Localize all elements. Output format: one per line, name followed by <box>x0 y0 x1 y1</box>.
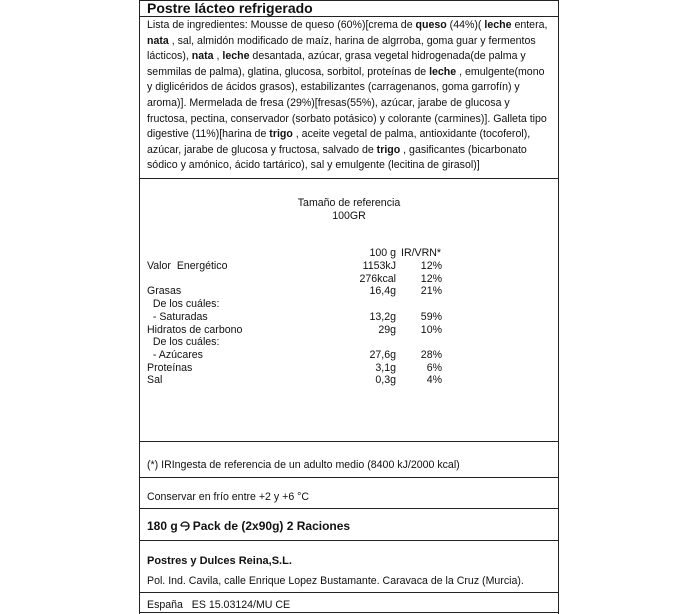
ingredient-text: , aceite vegetal de palma, antioxidante (tocoferol), azúcar, jarabe de glucosa y fructosa, salvado de <box>147 128 531 156</box>
nutrition-label <box>139 0 559 614</box>
nutrient-value: 29g <box>378 323 396 336</box>
nutrient-name: Hidratos de carbono <box>147 323 243 336</box>
nutrient-ir-percent: 12% <box>420 260 442 272</box>
reference-size-label: Tamaño de referencia <box>297 197 401 209</box>
nutrient-ir-percent: 21% <box>420 285 442 298</box>
ingredient-text: , sal, almidón modificado de maíz, harina de algrroba, goma guar y fermentos lácticos), <box>147 34 536 63</box>
package-info <box>147 518 350 533</box>
allergen-text: nata <box>191 50 214 63</box>
nutrient-ir-percent: 59% <box>420 310 442 323</box>
nutrient-ir-percent: 12% <box>420 272 442 285</box>
allergen-text: leche <box>429 65 457 78</box>
nutrient-value: 13,2g <box>369 310 396 323</box>
package-rule <box>140 540 558 541</box>
nutrient-value: 0,3g <box>375 374 396 387</box>
nutrient-value: 16,4g <box>369 285 396 298</box>
nutrient-name: De los cuáles: <box>147 298 220 311</box>
nutrient-ir-percent: 6% <box>426 361 442 374</box>
ingredients-list <box>147 18 551 174</box>
nutrient-name: Sal <box>147 374 163 387</box>
nutrient-value: 27,6g <box>369 348 396 361</box>
ingredient-text: , emulgente(mono y diglicéridos de ácidos grasos), estabilizantes (carragenanos, goma garrofín) y aroma)]. Mermelada de fresa (29%)[fresas(55%), azúcar, jarabe de glucosa y fructosa, pectina, conservador (sorbato potásico) y colorante (carmines)]. Galleta tipo digestive (11%)[harina de <box>147 65 547 141</box>
storage-instructions: Conservar en frío entre +2 y +6 °C <box>147 491 310 503</box>
nutrient-name: Proteínas <box>147 361 193 374</box>
product-title: Postre lácteo refrigerado <box>147 0 313 16</box>
nutrient-name: Valor Energético <box>147 260 228 272</box>
column-header-ir: IR/VRN* <box>401 247 442 259</box>
pack-description: Pack de (2x90g) 2 Raciones <box>192 519 351 533</box>
allergen-text: leche <box>222 50 250 63</box>
nutrient-value: 3,1g <box>375 361 396 374</box>
nutrient-name: Grasas <box>147 285 182 298</box>
ingredients-rule <box>140 178 558 179</box>
ingredient-text: Lista de ingredientes: Mousse de queso (60%)[crema de <box>147 19 416 31</box>
ingredient-text: , <box>213 50 223 63</box>
nutrient-name: De los cuáles: <box>147 336 220 349</box>
ingredient-text: (44%)( <box>446 19 485 31</box>
allergen-text: leche <box>484 19 512 31</box>
bottom-rule <box>140 612 558 613</box>
company-address: Pol. Ind. Cavila, calle Enrique Lopez Bustamante. Caravaca de la Cruz (Murcia). <box>147 575 524 587</box>
nutrient-ir-percent: 4% <box>426 374 442 387</box>
nutrient-name: - Azúcares <box>147 348 203 361</box>
nutrient-name: - Saturadas <box>147 310 208 323</box>
table-rule <box>140 441 558 442</box>
allergen-text: trigo <box>269 128 293 141</box>
health-mark: España ES 15.03124/MU CE <box>147 599 291 611</box>
reference-size-amount: 100GR <box>332 210 366 222</box>
company-name: Postres y Dulces Reina,S.L. <box>147 555 292 567</box>
allergen-text: nata <box>147 34 169 47</box>
nutrient-ir-percent: 28% <box>420 348 442 361</box>
footnote-rule <box>140 477 558 478</box>
ingredient-text: , gasificantes (bicarbonato sódico y amónico, ácido tartárico), sal y emulgente (lecitina de girasol)] <box>147 143 527 172</box>
ingredient-text: desantada, azúcar, grasa vegetal hidrogenada(de palma y semmilas de palma), glatina, glucosa, sorbitol, proteínas de <box>147 50 526 78</box>
nutrient-value: 1153kJ <box>362 260 396 272</box>
allergen-text: trigo <box>376 143 401 156</box>
title-rule <box>140 16 558 17</box>
storage-rule <box>140 508 558 509</box>
nutrient-value: 276kcal <box>359 272 396 285</box>
net-weight: 180 g <box>147 519 178 533</box>
ingredient-text: entera, <box>511 19 548 31</box>
address-rule <box>140 592 558 593</box>
estimated-sign-icon <box>179 520 191 532</box>
footnote: (*) IRIngesta de referencia de un adulto medio (8400 kJ/2000 kcal) <box>147 459 460 471</box>
column-header-per-100g: 100 g <box>369 247 396 259</box>
nutrient-ir-percent: 10% <box>420 323 442 336</box>
allergen-text: queso <box>415 19 447 31</box>
